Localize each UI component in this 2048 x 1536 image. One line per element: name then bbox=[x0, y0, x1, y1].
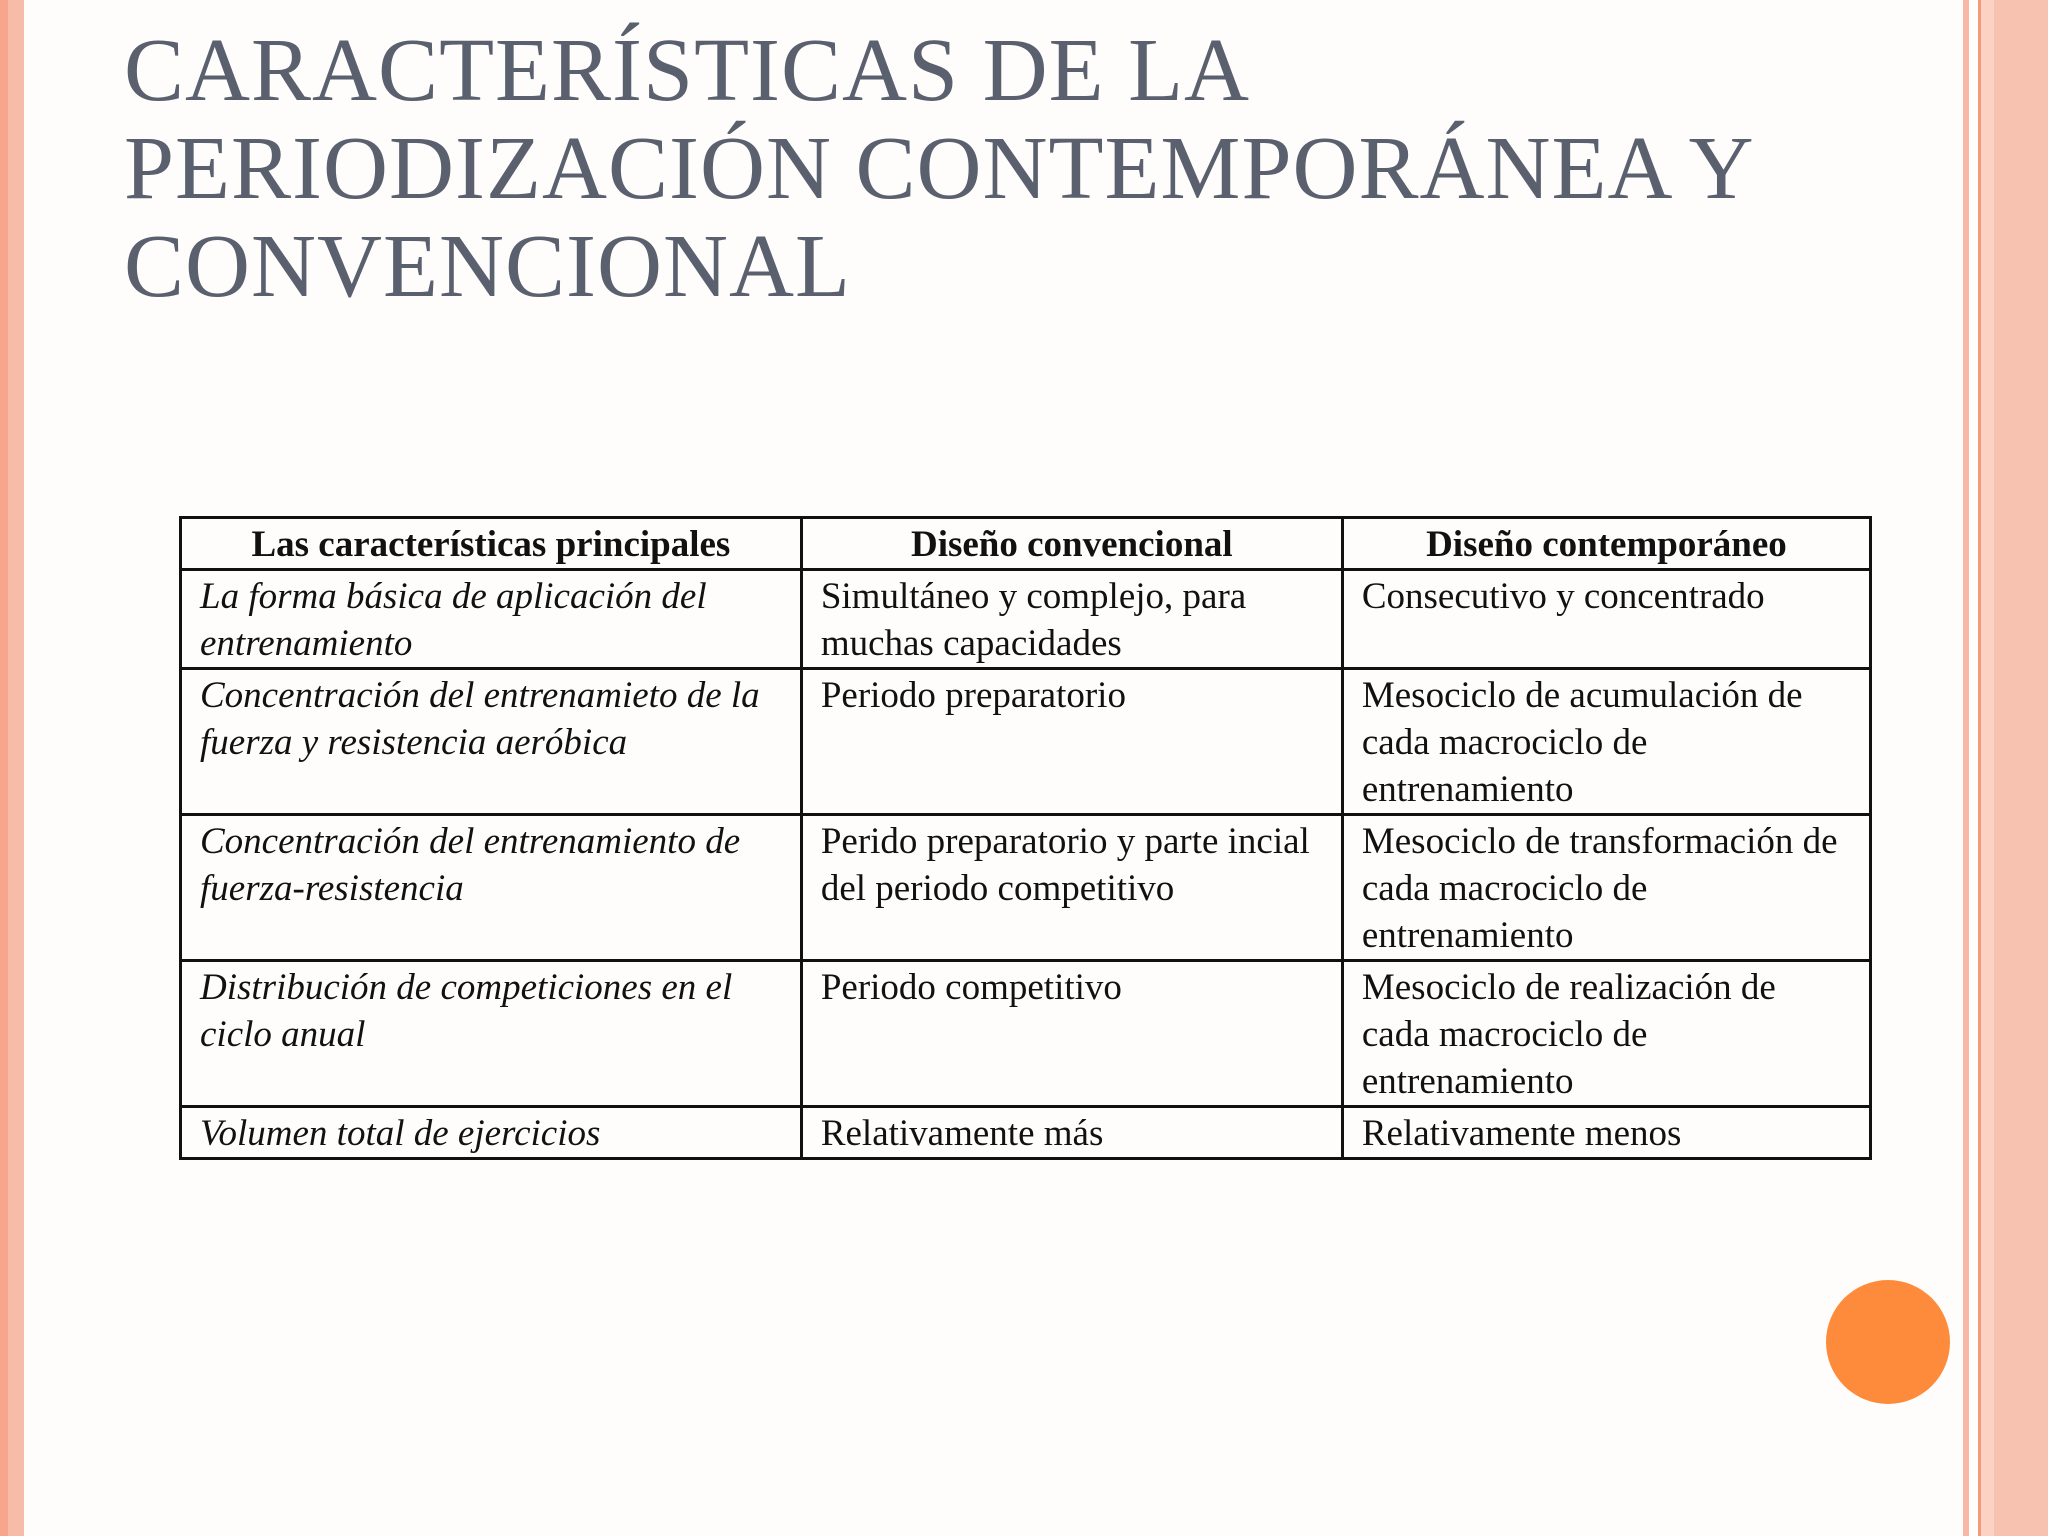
table-header-row bbox=[181, 518, 1871, 570]
conventional-cell: Periodo competitivo bbox=[801, 961, 1342, 1107]
header-conventional-design: Diseño convencional bbox=[801, 518, 1342, 570]
characteristics-table bbox=[179, 516, 1872, 1160]
table-row bbox=[181, 669, 1871, 815]
conventional-cell: Periodo preparatorio bbox=[801, 669, 1342, 815]
decorative-circle bbox=[1826, 1280, 1950, 1404]
contemporary-cell: Consecutivo y concentrado bbox=[1342, 570, 1870, 669]
contemporary-cell: Mesociclo de acumulación de cada macrociclo de entrenamiento bbox=[1342, 669, 1870, 815]
table-row bbox=[181, 961, 1871, 1107]
characteristic-cell: Volumen total de ejercicios bbox=[181, 1107, 802, 1159]
table-row bbox=[181, 815, 1871, 961]
table-row bbox=[181, 1107, 1871, 1159]
table-row bbox=[181, 570, 1871, 669]
contemporary-cell: Mesociclo de realización de cada macrociclo de entrenamiento bbox=[1342, 961, 1870, 1107]
contemporary-cell: Mesociclo de transformación de cada macrociclo de entrenamiento bbox=[1342, 815, 1870, 961]
header-characteristics: Las características principales bbox=[181, 518, 802, 570]
characteristic-cell: Distribución de competiciones en el ciclo anual bbox=[181, 961, 802, 1107]
right-border-bar bbox=[1994, 0, 2048, 1536]
characteristic-cell: Concentración del entrenamiento de fuerza-resistencia bbox=[181, 815, 802, 961]
conventional-cell: Simultáneo y complejo, para muchas capacidades bbox=[801, 570, 1342, 669]
characteristic-cell: Concentración del entrenamieto de la fuerza y resistencia aeróbica bbox=[181, 669, 802, 815]
conventional-cell: Perido preparatorio y parte incial del periodo competitivo bbox=[801, 815, 1342, 961]
left-border-accent bbox=[0, 0, 8, 1536]
header-contemporary-design: Diseño contemporáneo bbox=[1342, 518, 1870, 570]
contemporary-cell: Relativamente menos bbox=[1342, 1107, 1870, 1159]
right-border-stripe bbox=[1981, 0, 1994, 1536]
slide-title: CARACTERÍSTICAS DE LA PERIODIZACIÓN CONTEMPORÁNEA Y CONVENCIONAL bbox=[124, 21, 1752, 316]
conventional-cell: Relativamente más bbox=[801, 1107, 1342, 1159]
characteristic-cell: La forma básica de aplicación del entrenamiento bbox=[181, 570, 802, 669]
right-border-stripe bbox=[1963, 0, 1969, 1536]
